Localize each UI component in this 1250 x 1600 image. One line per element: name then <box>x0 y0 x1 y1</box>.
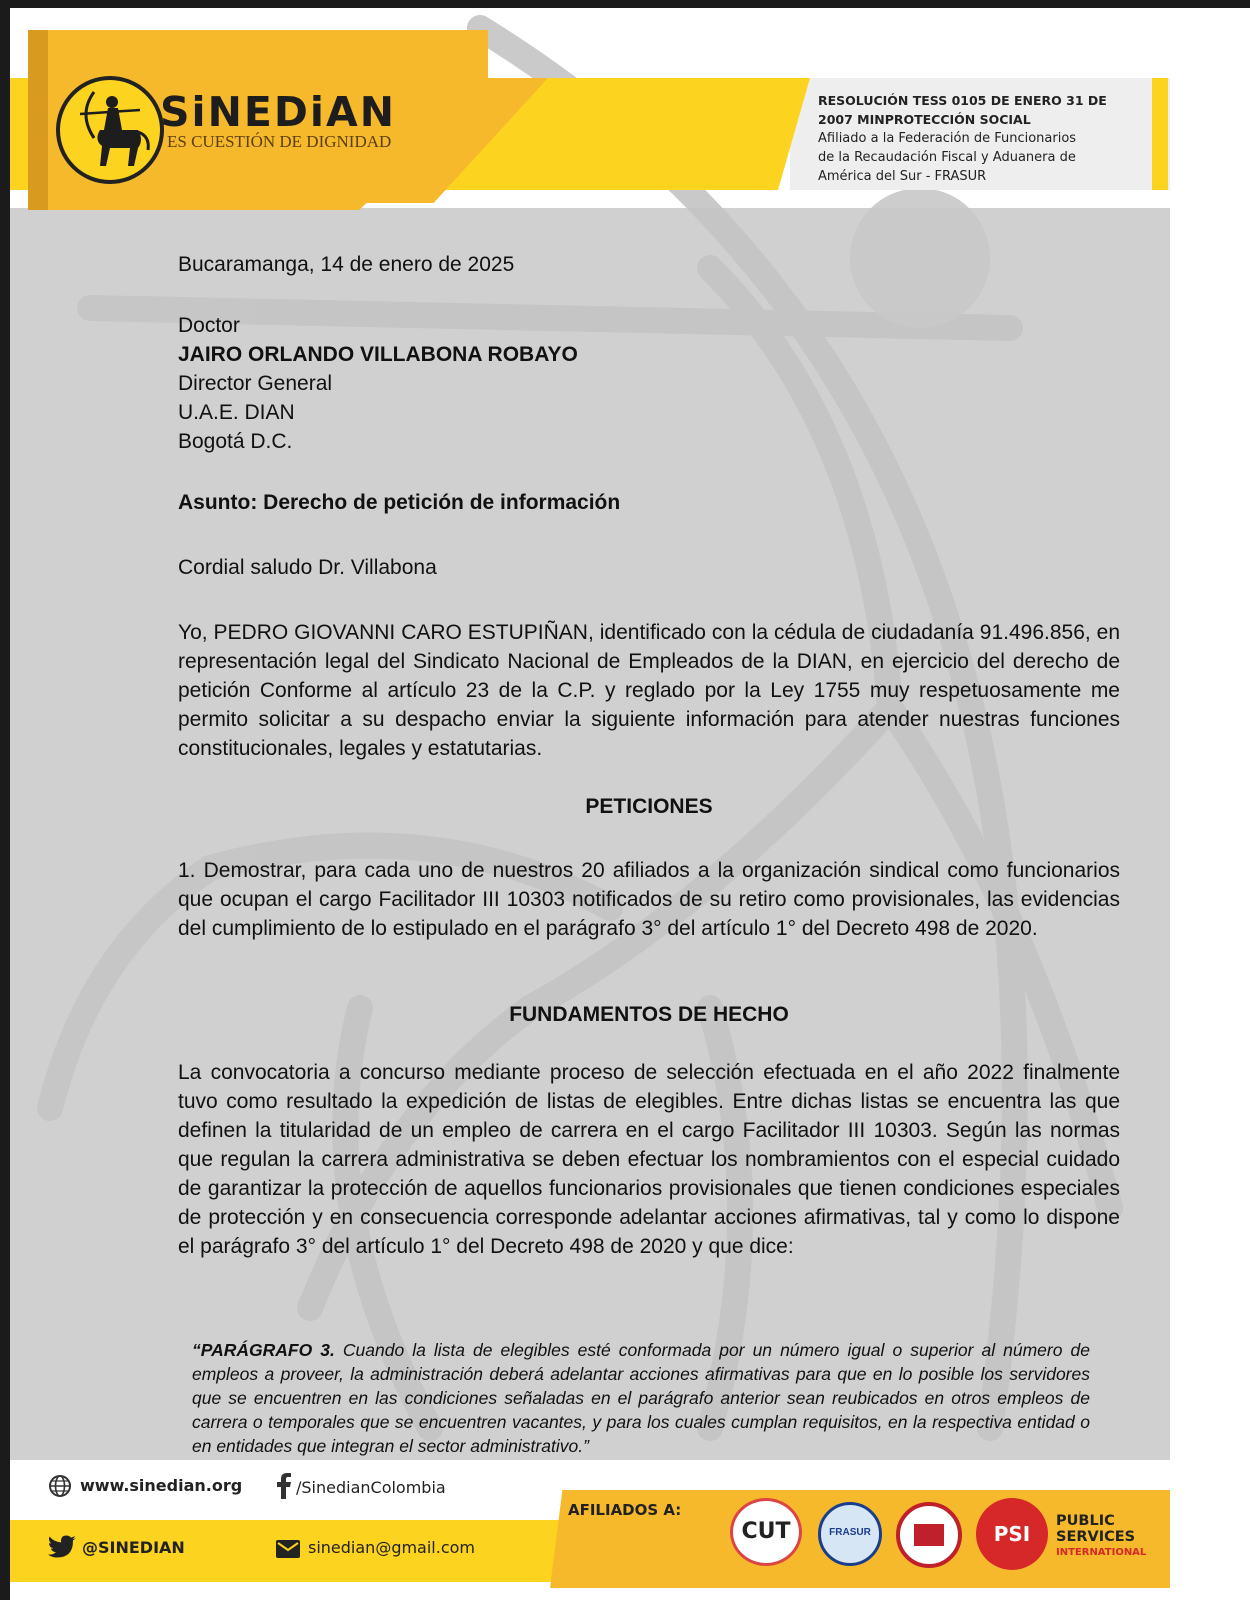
header-resolution-block <box>818 91 1154 186</box>
email-link[interactable]: sinedian@gmail.com <box>308 1538 476 1557</box>
recipient-org: U.A.E. DIAN <box>178 401 295 424</box>
recipient-title: Doctor <box>178 314 240 337</box>
affiliation-line: América del Sur - FRASUR <box>818 169 987 184</box>
cut-logo-text: CUT <box>741 1519 791 1544</box>
frasur-logo <box>818 1502 882 1566</box>
quoted-decree-paragraph <box>192 1338 1090 1458</box>
psi-logo <box>976 1498 1048 1570</box>
greeting: Cordial saludo Dr. Villabona <box>178 556 437 579</box>
subject-line: Asunto: Derecho de petición de información <box>178 491 621 514</box>
mail-icon <box>276 1540 300 1558</box>
sinedian-logo <box>56 76 164 184</box>
brand-tagline: ES CUESTIÓN DE DIGNIDAD <box>167 132 392 151</box>
psi-line: PUBLIC <box>1056 1513 1115 1529</box>
fenaltrase-emblem <box>914 1524 944 1546</box>
frasur-logo-text: FRASUR <box>829 1527 871 1538</box>
petitions-heading: PETICIONES <box>585 795 713 818</box>
intro-paragraph: Yo, PEDRO GIOVANNI CARO ESTUPIÑAN, identificado con la cédula de ciudadanía 91.496.856, en representación legal del Sindicato Nacional de Empleados de la DIAN, en ejercicio del derecho de petición Conforme al artículo 23 de la C.P. y reglado por la Ley 1755 muy respetuosamente me permito solicitar a su despacho enviar la siguiente información para atender nuestras funciones constitucionales, legales y estatutarias. <box>178 621 1120 760</box>
affiliated-label: AFILIADOS A: <box>568 1501 682 1519</box>
cut-logo <box>730 1498 802 1566</box>
psi-line: SERVICES <box>1056 1529 1136 1545</box>
quote-lead: “PARÁGRAFO 3. <box>192 1340 335 1360</box>
affiliation-line: de la Recaudación Fiscal y Aduanera de <box>818 150 1076 165</box>
centaur-archer-icon <box>60 80 160 180</box>
psi-wordmark <box>1056 1513 1146 1561</box>
recipient-block <box>178 311 1120 456</box>
recipient-city: Bogotá D.C. <box>178 430 293 453</box>
twitter-icon <box>48 1535 76 1559</box>
facebook-icon <box>276 1473 292 1499</box>
resolution-line: 2007 MINPROTECCIÓN SOCIAL <box>818 112 1031 127</box>
affiliation-line: Afiliado a la Federación de Funcionarios <box>818 131 1077 146</box>
brand-name: SiNEDiAN <box>160 88 397 136</box>
recipient-position: Director General <box>178 372 333 395</box>
place-date: Bucaramanga, 14 de enero de 2025 <box>178 253 515 276</box>
recipient-name: JAIRO ORLANDO VILLABONA ROBAYO <box>178 343 578 366</box>
website-link[interactable]: www.sinedian.org <box>80 1476 243 1495</box>
facts-heading: FUNDAMENTOS DE HECHO <box>509 1003 789 1026</box>
quote-body: Cuando la lista de elegibles esté conformada por un número igual o superior al número de empleos a proveer, la administración deberá adelantar acciones afirmativas para que en lo posible los servidores que se encuentren en las condiciones señaladas en el parágrafo anterior sean reubicados en otros empleos de carrera o temporales que se encuentren vacantes, y para los cuales cumplan requisitos, en la respectiva entidad o en entidades que integran el sector administrativo.” <box>192 1340 1090 1456</box>
header-stripe <box>28 30 48 210</box>
facebook-link[interactable]: /SinedianColombia <box>296 1478 446 1497</box>
petition-item: 1. Demostrar, para cada uno de nuestros 20 afiliados a la organización sindical como funcionarios que ocupan el cargo Facilitador III 10303 notificados de su retiro como provisionales, las evidencias del cumplimiento de lo estipulado en el parágrafo 3° del artículo 1° del Decreto 498 de 2020. <box>178 859 1120 940</box>
resolution-line: RESOLUCIÓN TESS 0105 DE ENERO 31 DE <box>818 93 1107 108</box>
header-accent-bar <box>1152 78 1168 190</box>
facts-paragraph: La convocatoria a concurso mediante proceso de selección efectuada en el año 2022 finalmente tuvo como resultado la expedición de listas de elegibles. Entre dichas listas se encuentra las que definen la titularidad de un empleo de carrera en el cargo Facilitador III 10303. Según las normas que regulan la carrera administrativa se deben efectuar los nombramientos con el especial cuidado de garantizar la protección de aquellos funcionarios provisionales que tienen condiciones especiales de protección y en consecuencia corresponde adelantar acciones afirmativas, tal y como lo dispone el parágrafo 3° del artículo 1° del Decreto 498 de 2020 y que dice: <box>178 1061 1120 1258</box>
psi-logo-text: PSI <box>993 1522 1031 1546</box>
letter-page <box>10 8 1250 1600</box>
globe-icon <box>48 1474 72 1498</box>
twitter-link[interactable]: @SINEDIAN <box>82 1538 185 1557</box>
psi-line: INTERNATIONAL <box>1056 1547 1147 1558</box>
fenaltrase-logo <box>896 1502 962 1568</box>
